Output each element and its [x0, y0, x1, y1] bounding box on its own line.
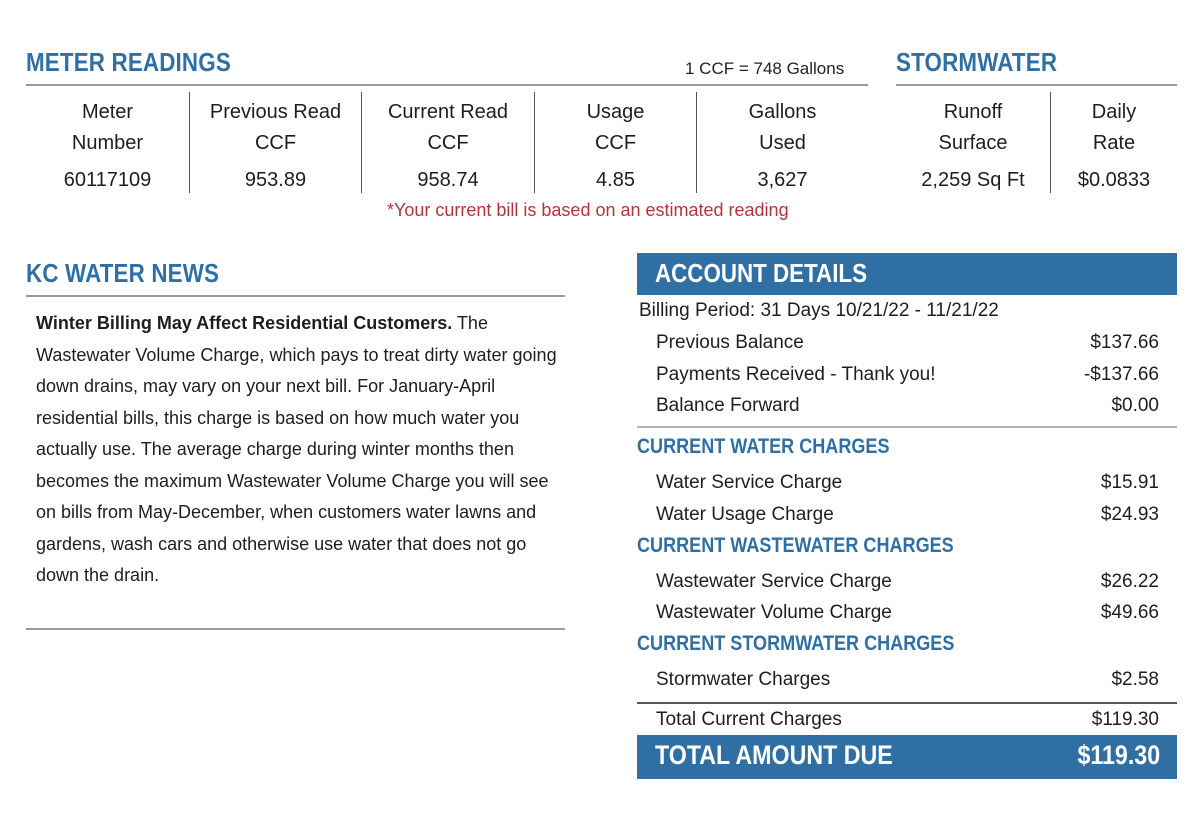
column-header: Usage	[586, 101, 645, 123]
previous-read-column	[190, 97, 361, 196]
meter-number-value: 60117109	[63, 169, 152, 191]
gallons-used-value: 3,627	[757, 169, 808, 191]
column-header: Previous Read	[209, 101, 342, 123]
wastewater-charges-title: CURRENT WASTEWATER CHARGES	[637, 534, 954, 557]
column-header: Daily	[1091, 101, 1137, 123]
column-header: Surface	[938, 132, 1008, 154]
column-header: Number	[71, 132, 144, 154]
column-header: CCF	[594, 132, 637, 154]
runoff-surface-value: 2,259 Sq Ft	[921, 169, 1025, 191]
stormwater-rule	[896, 84, 1177, 86]
balance-row-label: Payments Received - Thank you!	[656, 364, 936, 385]
charge-label: Water Usage Charge	[656, 504, 834, 525]
usage-column	[535, 97, 696, 196]
charge-label: Wastewater Service Charge	[656, 571, 892, 592]
account-details-title: ACCOUNT DETAILS	[655, 258, 868, 288]
charge-label: Stormwater Charges	[656, 669, 831, 690]
account-details-header	[637, 253, 1177, 295]
runoff-surface-column	[896, 97, 1050, 196]
charge-label: Water Service Charge	[656, 472, 843, 493]
balance-forward-amount: $0.00	[1111, 395, 1159, 416]
total-amount-due-label: TOTAL AMOUNT DUE	[655, 740, 893, 770]
balance-row-label: Previous Balance	[656, 332, 804, 353]
column-header: Meter	[81, 101, 134, 123]
total-divider	[637, 702, 1177, 704]
meter-readings-title: METER READINGS	[26, 47, 231, 77]
meter-number-column	[26, 97, 189, 196]
daily-rate-value: $0.0833	[1077, 169, 1151, 191]
column-header: Runoff	[943, 101, 1003, 123]
balance-row-label: Balance Forward	[656, 395, 800, 416]
ccf-conversion-note: 1 CCF = 748 Gallons	[685, 59, 845, 78]
previous-read-value: 953.89	[244, 169, 307, 191]
account-divider	[637, 426, 1177, 428]
total-amount-due-bar	[637, 735, 1177, 779]
stormwater-charges-amount: $2.58	[1111, 669, 1159, 690]
column-header: CCF	[254, 132, 297, 154]
current-read-column	[362, 97, 534, 196]
billing-period: Billing Period: 31 Days 10/21/22 - 11/21/22	[639, 300, 999, 321]
previous-balance-amount: $137.66	[1090, 332, 1159, 353]
column-header: Current Read	[387, 101, 509, 123]
gallons-used-column	[697, 97, 868, 196]
usage-value: 4.85	[596, 169, 635, 191]
water-charges-title: CURRENT WATER CHARGES	[637, 435, 890, 458]
charge-label: Wastewater Volume Charge	[656, 602, 892, 623]
column-header: CCF	[427, 132, 469, 154]
column-header: Used	[759, 132, 806, 154]
payments-received-amount: -$137.66	[1083, 364, 1159, 385]
water-usage-amount: $24.93	[1100, 504, 1159, 525]
estimated-reading-note: *Your current bill is based on an estimated reading	[387, 200, 789, 220]
news-body: The Wastewater Volume Charge, which pays to treat dirty water going down drains, may vary on your next bill. For January-April residential bills, this charge is based on how much water you actually use. The average charge during winter months then becomes the maximum Wastewater Volume Charge you will see on bills from May-December, when customers water lawns and gardens, wash cars and otherwise use water that does not go down the drain.	[36, 313, 557, 585]
current-read-value: 958.74	[417, 169, 479, 191]
total-current-amount: $119.30	[1091, 709, 1159, 730]
news-top-rule	[26, 295, 565, 297]
wastewater-service-amount: $26.22	[1100, 571, 1159, 592]
total-current-label: Total Current Charges	[656, 709, 842, 730]
column-header: Rate	[1092, 132, 1136, 154]
stormwater-title: STORMWATER	[896, 47, 1058, 77]
column-header: Gallons	[748, 101, 817, 123]
total-amount-due-value: $119.30	[1077, 740, 1160, 770]
meter-readings-rule	[26, 84, 868, 86]
news-headline: Winter Billing May Affect Residential Customers.	[36, 313, 453, 333]
daily-rate-column	[1051, 97, 1177, 196]
news-title: KC WATER NEWS	[26, 258, 220, 288]
water-service-amount: $15.91	[1100, 472, 1159, 493]
news-bottom-rule	[26, 628, 565, 630]
news-article	[36, 308, 564, 592]
wastewater-volume-amount: $49.66	[1100, 602, 1159, 623]
stormwater-charges-title: CURRENT STORMWATER CHARGES	[637, 632, 955, 655]
